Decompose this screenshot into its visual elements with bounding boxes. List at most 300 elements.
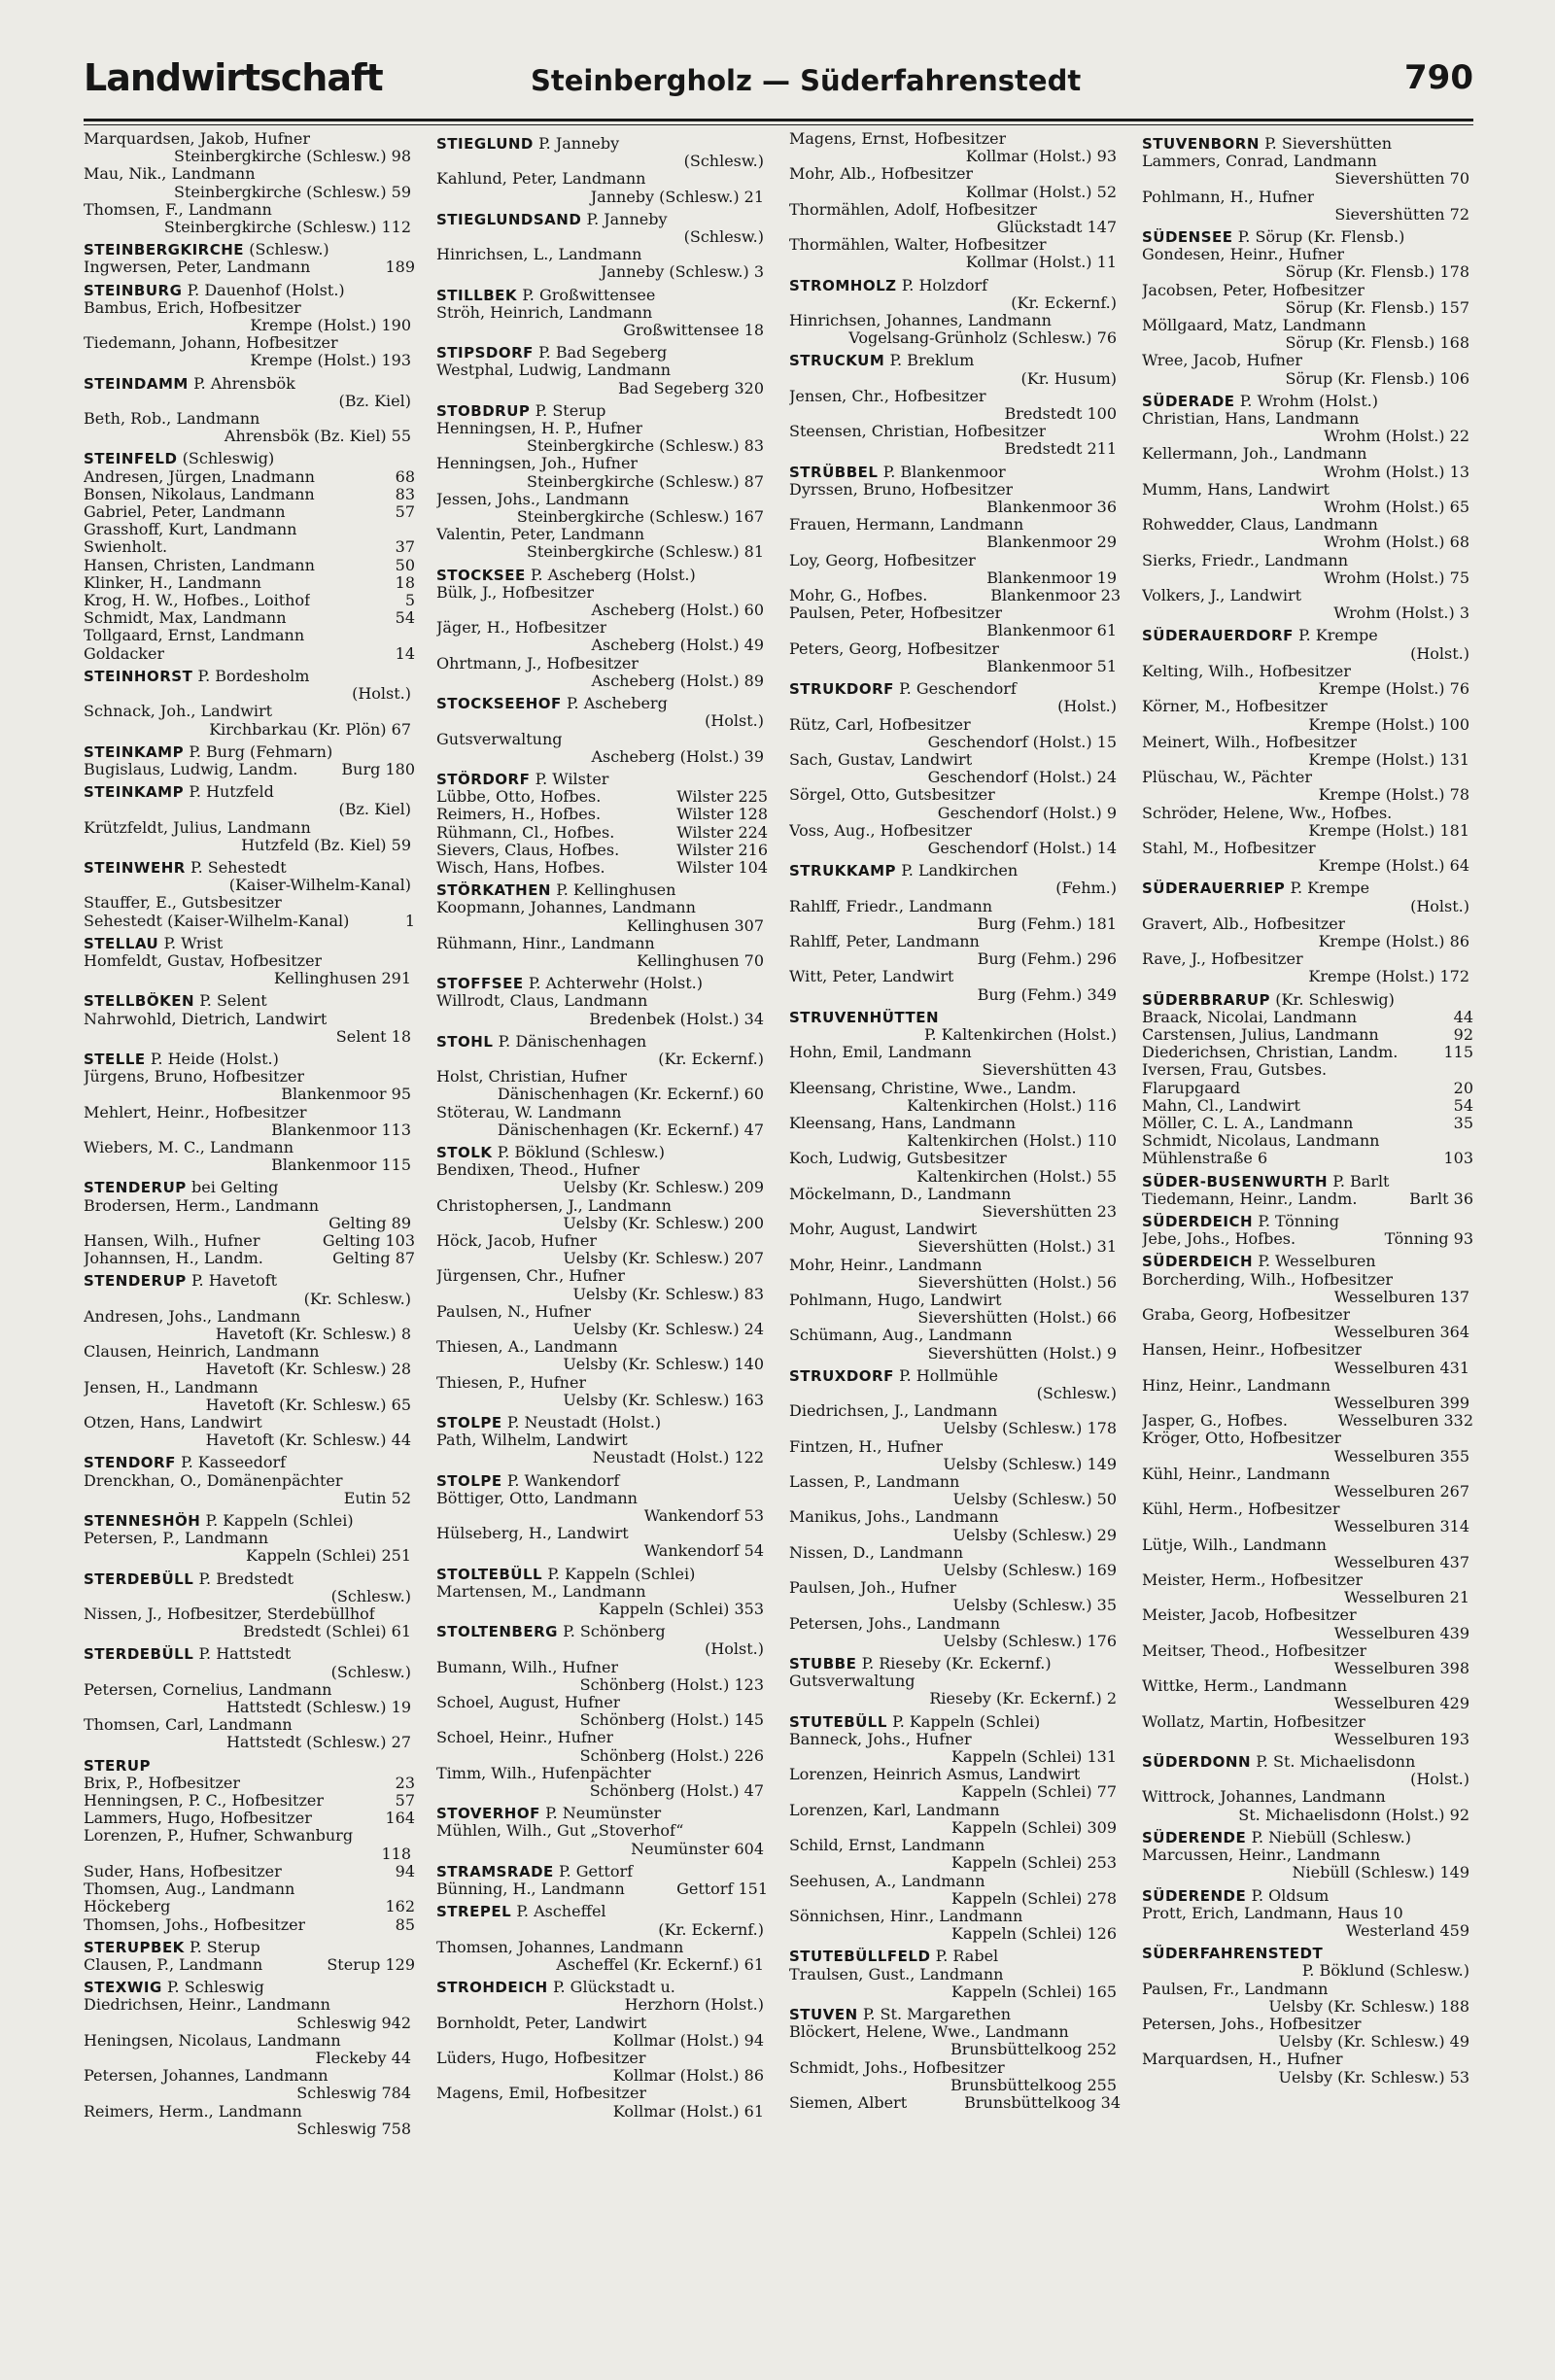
entry-name: Mohr, Heinr., Landmann <box>789 1256 983 1274</box>
entry-location: Schönberg (Holst.) 47 <box>589 1782 764 1801</box>
entry-name: Lorenzen, Karl, Landmann <box>789 1801 1000 1819</box>
entry-number: Brunsbüttelkoog 34 <box>964 2093 1121 2112</box>
directory-entry <box>436 655 768 673</box>
entry-location: Sievershütten 72 <box>1334 205 1469 224</box>
directory-entry <box>789 388 1121 405</box>
entry-location: Krempe (Holst.) 190 <box>250 317 411 335</box>
entry-location: Wesselburen 431 <box>1333 1359 1469 1377</box>
place-heading <box>436 402 768 420</box>
entry-name: Sönnichsen, Hinr., Landmann <box>789 1907 1023 1925</box>
directory-entry <box>436 1068 768 1086</box>
entry-location: Krempe (Holst.) 181 <box>1308 821 1469 840</box>
entry-location: Burg (Fehm.) 349 <box>977 985 1117 1004</box>
entry-name: Mehlert, Heinr., Hofbesitzer <box>84 1103 307 1121</box>
entry-name: Timm, Wilh., Hufenpächter <box>436 1764 651 1782</box>
directory-entry <box>84 1681 415 1699</box>
directory-entry <box>436 1729 768 1746</box>
directory-entry <box>84 259 415 276</box>
place-name: STEXWIG <box>84 1979 162 1997</box>
entry-location: Kaltenkirchen (Holst.) 116 <box>907 1096 1117 1115</box>
place-heading <box>84 1570 415 1588</box>
entry-location: Steinbergkirche (Schlesw.) 167 <box>516 508 764 527</box>
directory-entry <box>436 1822 768 1840</box>
directory-entry <box>84 521 415 538</box>
entry-name: Koch, Ludwig, Gutsbesitzer <box>789 1150 1007 1168</box>
entry-name: Petersen, Johs., Landmann <box>789 1614 1001 1633</box>
directory-entry <box>84 574 415 592</box>
directory-entry <box>436 1104 768 1121</box>
post-office: P. Wilster <box>535 770 609 788</box>
entry-number: Wilster 216 <box>676 841 768 859</box>
entry-name: Path, Wilhelm, Landwirt <box>436 1431 628 1450</box>
directory-entry <box>436 1765 768 1782</box>
entry-location: Wankendorf 54 <box>643 1542 764 1561</box>
entry-name: Stöterau, W. Landmann <box>436 1103 622 1121</box>
place-heading <box>84 1179 415 1196</box>
column-2 <box>436 130 768 2356</box>
entry-number: 14 <box>395 644 415 663</box>
entry-location: Wesselburen 267 <box>1333 1483 1469 1501</box>
entry-name: Volkers, J., Landwirt <box>1142 587 1302 605</box>
entry-location: Kappeln (Schlei) 253 <box>951 1854 1117 1873</box>
entry-name: Tiedemann, Johann, Hofbesitzer <box>84 334 338 353</box>
entry-number: 68 <box>395 467 415 486</box>
directory-entry <box>84 1414 415 1431</box>
entry-number: 115 <box>1443 1044 1473 1062</box>
directory-entry <box>436 584 768 602</box>
place-name: STENDERUP <box>84 1179 187 1197</box>
post-office: P. Barlt <box>1332 1172 1390 1190</box>
place-heading <box>84 783 415 801</box>
entry-name: Ingwersen, Peter, Landmann <box>84 259 311 277</box>
place-name: STOLTEBÜLL <box>436 1565 543 1583</box>
directory-entry <box>436 1583 768 1601</box>
place-name: STEINHORST <box>84 667 193 685</box>
entry-name: Graba, Georg, Hofbesitzer <box>1142 1306 1351 1324</box>
post-office: P. Tönning <box>1258 1212 1339 1230</box>
directory-entry <box>436 1267 768 1285</box>
entry-name: Nahrwohld, Dietrich, Landwirt <box>84 1010 328 1028</box>
post-office: P. Hutzfeld <box>189 783 274 802</box>
place-name: STIEGLUND <box>436 135 534 153</box>
place-heading <box>84 1272 415 1290</box>
entry-location: Hattstedt (Schlesw.) 27 <box>225 1734 411 1752</box>
entry-name: Meitser, Theod., Hofbesitzer <box>1142 1641 1367 1660</box>
directory-entry <box>84 2103 415 2121</box>
entry-number: Gettorf 151 <box>676 1880 768 1899</box>
post-office: P. Kellinghusen <box>556 881 676 900</box>
entry-location: (Kr. Eckernf.) <box>658 1050 764 1068</box>
directory-entry <box>84 334 415 352</box>
place-name: STUTEBÜLL <box>789 1712 887 1731</box>
directory-entry <box>436 1374 768 1392</box>
place-name: STERUPBEK <box>84 1938 185 1956</box>
place-heading <box>84 935 415 952</box>
entry-name: Rohwedder, Claus, Landmann <box>1142 516 1378 535</box>
place-heading <box>789 1655 1121 1673</box>
directory-entry <box>1142 1677 1473 1695</box>
place-name: STIPSDORF <box>436 344 534 362</box>
place-heading <box>1142 1945 1473 1962</box>
entry-location: Uelsby (Schlesw.) 178 <box>943 1420 1117 1438</box>
directory-entry <box>1142 840 1473 857</box>
place-name: STEINFELD <box>84 450 178 468</box>
entry-name: Christian, Hans, Landmann <box>1142 410 1360 429</box>
post-office: P. Wrohm (Holst.) <box>1239 392 1378 410</box>
post-office: P. Kappeln (Schlei) <box>892 1712 1041 1731</box>
entry-location: Uelsby (Kr. Schlesw.) 188 <box>1268 1997 1469 2016</box>
entry-location: Kappeln (Schlei) 126 <box>951 1925 1117 1944</box>
post-office: P. Heide (Holst.) <box>150 1050 279 1068</box>
entry-name: Bornholdt, Peter, Landwirt <box>436 2014 647 2032</box>
entry-name: Voss, Aug., Hofbesitzer <box>789 821 973 840</box>
post-office: P. Ahrensbök <box>193 374 295 393</box>
entry-name: Sierks, Friedr., Landmann <box>1142 551 1349 569</box>
place-heading <box>436 567 768 584</box>
entry-name: Seehusen, A., Landmann <box>789 1872 985 1890</box>
place-name: STIEGLUNDSAND <box>436 210 582 228</box>
directory-entry <box>84 1530 415 1547</box>
directory-entry <box>1142 1713 1473 1731</box>
entry-location: Bredstedt 100 <box>1004 405 1117 424</box>
place-name: STEINBURG <box>84 281 183 299</box>
entry-name: Diedrichsen, Heinr., Landmann <box>84 1996 330 2015</box>
entry-name: Tollgaard, Ernst, Landmann <box>84 627 305 645</box>
entry-location: Uelsby (Kr. Schlesw.) 209 <box>563 1179 764 1197</box>
entry-name: Hohn, Emil, Landmann <box>789 1044 972 1062</box>
entry-name: Sach, Gustav, Landwirt <box>789 750 973 769</box>
post-office: P. Rabel <box>935 1948 999 1966</box>
directory-entry <box>84 761 415 778</box>
place-name: STRUKDORF <box>789 680 894 699</box>
directory-entry <box>1142 1788 1473 1806</box>
entry-location: Großwittensee 18 <box>623 322 764 340</box>
entry-name: Homfeldt, Gustav, Hofbesitzer <box>84 951 323 970</box>
entry-location: Krempe (Holst.) 100 <box>1308 715 1469 734</box>
place-heading <box>436 695 768 712</box>
place-name: SÜDERENDE <box>1142 1828 1247 1846</box>
entry-name: Thomsen, Aug., Landmann <box>84 1880 295 1899</box>
entry-location: Krempe (Holst.) 78 <box>1318 786 1469 805</box>
entry-location: Glückstadt 147 <box>996 219 1117 237</box>
entry-location: Kollmar (Holst.) 86 <box>612 2067 764 2086</box>
post-office: P. Selent <box>199 992 267 1011</box>
entry-location: P. Böklund (Schlesw.) <box>1301 1962 1469 1981</box>
entry-name: Swienholt. <box>84 538 168 557</box>
directory-entry <box>1142 1080 1473 1097</box>
entry-name: Beth, Rob., Landmann <box>84 410 260 429</box>
entry-name: Bugislaus, Ludwig, Landm. <box>84 760 298 778</box>
entry-name: Gutsverwaltung <box>436 730 563 748</box>
entry-name: Diedrichsen, J., Landmann <box>789 1402 998 1421</box>
place-name: STRUVENHÜTTEN <box>789 1008 940 1026</box>
directory-entry <box>436 1939 768 1956</box>
place-name: STENDORF <box>84 1454 176 1472</box>
directory-entry <box>789 1837 1121 1854</box>
entry-name: Heningsen, Nicolaus, Landmann <box>84 2031 341 2050</box>
entry-location: Steinbergkirche (Schlesw.) 98 <box>174 148 411 166</box>
place-heading <box>789 2006 1121 2023</box>
post-office: P. Bredstedt <box>198 1569 294 1588</box>
place-heading <box>436 1805 768 1822</box>
entry-location: Sörup (Kr. Flensb.) 168 <box>1285 334 1469 353</box>
page-number: 790 <box>1404 58 1473 97</box>
place-heading <box>436 287 768 304</box>
entry-name: Reimers, Herm., Landmann <box>84 2102 302 2121</box>
entry-location: Vogelsang-Grünholz (Schlesw.) 76 <box>848 329 1117 348</box>
entry-name: Petersen, Johannes, Landmann <box>84 2067 328 2086</box>
entry-name: Koopmann, Johannes, Landmann <box>436 899 696 917</box>
entry-location: Wesselburen 364 <box>1333 1324 1469 1342</box>
directory-entry <box>84 2032 415 2050</box>
entry-name: Christophersen, J., Landmann <box>436 1196 672 1215</box>
entry-location: (Kr. Schlesw.) <box>303 1290 411 1308</box>
directory-entry <box>1142 352 1473 369</box>
entry-name: Thiesen, A., Landmann <box>436 1338 618 1357</box>
post-office: P. Ascheberg <box>567 695 668 713</box>
directory-entry <box>84 486 415 503</box>
entry-name: Wollatz, Martin, Hofbesitzer <box>1142 1712 1365 1731</box>
entry-number: Wilster 224 <box>676 823 768 842</box>
directory-entry <box>84 1792 415 1810</box>
directory-entry <box>436 842 768 859</box>
entry-name: Martensen, M., Landmann <box>436 1582 646 1601</box>
entry-number: 57 <box>395 1792 415 1811</box>
place-name: STÖRDORF <box>436 770 531 788</box>
entry-location: Neustadt (Holst.) 122 <box>592 1449 764 1467</box>
entry-name: Rahlff, Friedr., Landmann <box>789 897 993 915</box>
entry-location: (Holst.) <box>1057 698 1117 716</box>
post-office: P. Janneby <box>538 135 620 153</box>
entry-location: Steinbergkirche (Schlesw.) 87 <box>527 472 764 491</box>
entry-number: Wesselburen 332 <box>1337 1412 1473 1431</box>
directory-entry <box>1142 1412 1473 1430</box>
entry-location: Ascheberg (Holst.) 60 <box>591 602 764 620</box>
post-office: P. St. Michaelisdonn <box>1256 1753 1416 1772</box>
entry-location: Ascheffel (Kr. Eckernf.) 61 <box>556 1955 764 1974</box>
directory-entry <box>84 1250 415 1267</box>
place-name: SÜDERAUERRIEP <box>1142 880 1286 898</box>
entry-name: Willrodt, Claus, Landmann <box>436 992 648 1011</box>
place-heading <box>84 375 415 393</box>
entry-name: Borcherding, Wilh., Hofbesitzer <box>1142 1270 1393 1289</box>
directory-entry <box>436 824 768 842</box>
entry-name: Mühlenstraße 6 <box>1142 1150 1268 1168</box>
place-name: STOLPE <box>436 1471 502 1490</box>
entry-location: (Schlesw.) <box>683 153 764 171</box>
entry-location: Kellinghusen 291 <box>273 970 411 988</box>
directory-entry <box>789 1766 1121 1783</box>
entry-name: Rave, J., Hofbesitzer <box>1142 950 1303 969</box>
entry-name: Mumm, Hans, Landwirt <box>1142 480 1330 499</box>
directory-entry <box>789 716 1121 734</box>
place-name: STOLTENBERG <box>436 1623 558 1641</box>
entry-location: Kellinghusen 307 <box>626 916 764 935</box>
entry-name: Wree, Jacob, Hufner <box>1142 352 1303 370</box>
entry-name: Hinrichsen, L., Landmann <box>436 246 642 264</box>
entry-location: Wesselburen 437 <box>1333 1553 1469 1571</box>
directory-entry <box>789 933 1121 950</box>
place-name: STERUP <box>84 1756 152 1775</box>
place-name: STERDEBÜLL <box>84 1645 194 1664</box>
entry-name: Hinz, Heinr., Landmann <box>1142 1376 1330 1395</box>
directory-entry <box>84 557 415 574</box>
directory-entry <box>1142 663 1473 680</box>
entry-location: Kollmar (Holst.) 94 <box>612 2031 764 2050</box>
entry-name: Tiedemann, Heinr., Landm. <box>1142 1190 1358 1208</box>
entry-name: Schoel, Heinr., Hufner <box>436 1729 614 1747</box>
entry-location: (Bz. Kiel) <box>338 392 411 410</box>
entry-location: (Kr. Eckernf.) <box>658 1920 764 1939</box>
directory-entry <box>436 170 768 188</box>
directory-entry <box>84 299 415 317</box>
entry-name: Peters, Georg, Hofbesitzer <box>789 639 999 658</box>
entry-location: Wesselburen 137 <box>1333 1288 1469 1306</box>
entry-location: Schönberg (Holst.) 123 <box>579 1675 764 1694</box>
entry-name: Mau, Nik., Landmann <box>84 165 256 184</box>
entry-name: Wittke, Herm., Landmann <box>1142 1677 1348 1696</box>
place-name: STILLBEK <box>436 286 518 304</box>
entry-name: Witt, Peter, Landwirt <box>789 968 954 986</box>
page-range-title: Steinbergholz — Süderfahrenstedt <box>531 64 1082 97</box>
entry-location: Schönberg (Holst.) 226 <box>579 1746 764 1765</box>
place-heading <box>789 1367 1121 1385</box>
entry-name: Steensen, Christian, Hofbesitzer <box>789 423 1047 441</box>
directory-entry <box>84 894 415 912</box>
directory-entry <box>436 1525 768 1542</box>
entry-name: Krützfeldt, Julius, Landmann <box>84 818 311 837</box>
place-heading <box>1142 1753 1473 1771</box>
place-name: STOCKSEEHOF <box>436 695 562 713</box>
directory-entry <box>84 538 415 556</box>
place-heading <box>436 1863 768 1880</box>
place-name: SÜDERENDE <box>1142 1886 1247 1905</box>
place-heading <box>789 862 1121 880</box>
entry-name: Petersen, Johs., Hofbesitzer <box>1142 2015 1362 2033</box>
directory-entry <box>789 1579 1121 1597</box>
entry-location: Wesselburen 193 <box>1333 1730 1469 1748</box>
entry-location: (Holst.) <box>1410 897 1469 915</box>
entry-location: Kappeln (Schlei) 251 <box>246 1547 411 1566</box>
entry-location: Blankenmoor 113 <box>271 1121 411 1139</box>
entry-name: Jürgens, Bruno, Hofbesitzer <box>84 1068 305 1087</box>
directory-entry <box>436 806 768 823</box>
directory-entry <box>84 627 415 644</box>
directory-entry <box>1142 1536 1473 1554</box>
entry-location: Wankendorf 53 <box>643 1507 764 1526</box>
entry-location: (Holst.) <box>352 685 411 704</box>
entry-name: Lammers, Hugo, Hofbesitzer <box>84 1810 312 1828</box>
entry-name: Schmidt, Nicolaus, Landmann <box>1142 1132 1380 1151</box>
entry-location: Uelsby (Schlesw.) 35 <box>952 1597 1117 1615</box>
entry-location: (Kr. Husum) <box>1020 369 1117 388</box>
entry-location: Blankenmoor 95 <box>281 1086 411 1104</box>
entry-location: Krempe (Holst.) 86 <box>1318 932 1469 950</box>
entry-name: Gabriel, Peter, Landmann <box>84 503 286 522</box>
place-heading <box>1142 1173 1473 1190</box>
directory-entry <box>436 1431 768 1449</box>
directory-entry <box>436 362 768 379</box>
entry-location: Kirchbarkau (Kr. Plön) 67 <box>209 720 411 739</box>
entry-location: Uelsby (Kr. Schlesw.) 49 <box>1278 2033 1469 2052</box>
entry-location: (Kaiser-Wilhelm-Kanal) <box>228 877 411 895</box>
place-name: STEINDAMM <box>84 374 189 393</box>
entry-name: Stauffer, E., Gutsbesitzer <box>84 894 282 913</box>
place-heading <box>436 344 768 362</box>
directory-entry <box>789 1731 1121 1748</box>
entry-name: Fintzen, H., Hufner <box>789 1437 944 1456</box>
directory-entry <box>1142 1230 1473 1248</box>
entry-name: Hülseberg, H., Landwirt <box>436 1525 629 1543</box>
entry-name: Rühmann, Cl., Hofbes. <box>436 823 615 842</box>
directory-entry <box>789 1221 1121 1238</box>
entry-name: Grasshoff, Kurt, Landmann <box>84 521 297 539</box>
directory-entry <box>84 1379 415 1397</box>
entry-location: Steinbergkirche (Schlesw.) 81 <box>527 543 764 562</box>
entry-location: Geschendorf (Holst.) 24 <box>927 769 1117 787</box>
entry-location: Blankenmoor 36 <box>986 499 1117 517</box>
entry-location: Sievershütten (Holst.) 9 <box>927 1344 1117 1362</box>
directory-entry <box>1142 769 1473 786</box>
entry-name: Bambus, Erich, Hofbesitzer <box>84 298 301 317</box>
post-office: P. Ascheffel <box>516 1903 606 1921</box>
entry-location: Ascheberg (Holst.) 39 <box>591 747 764 766</box>
entry-name: Schümann, Aug., Landmann <box>789 1327 1013 1345</box>
entry-number: Wilster 225 <box>676 788 768 807</box>
entry-number: 164 <box>385 1810 415 1828</box>
directory-entry <box>84 1863 415 1880</box>
entry-name: Blöckert, Helene, Wwe., Landmann <box>789 2023 1069 2042</box>
entry-location: Uelsby (Schlesw.) 176 <box>943 1632 1117 1650</box>
entry-location: Schönberg (Holst.) 145 <box>579 1711 764 1730</box>
place-name: SÜDENSEE <box>1142 228 1233 247</box>
entry-name: Thormählen, Walter, Hofbesitzer <box>789 236 1047 255</box>
directory-entry <box>1142 1132 1473 1150</box>
entry-name: Dyrssen, Bruno, Hofbesitzer <box>789 480 1014 499</box>
column-4 <box>1142 130 1473 2356</box>
place-name: STUVENBORN <box>1142 135 1260 153</box>
directory-entry <box>1142 1905 1473 1922</box>
post-office: P. Krempe <box>1290 880 1370 898</box>
entry-name: Meinert, Wilh., Hofbesitzer <box>1142 733 1358 751</box>
entry-number: 35 <box>1453 1114 1473 1132</box>
post-office: P. Landkirchen <box>901 862 1019 880</box>
entry-name: Jensen, Chr., Hofbesitzer <box>789 387 986 405</box>
entry-number: 85 <box>395 1915 415 1934</box>
entry-name: Schmidt, Johs., Hofbesitzer <box>789 2058 1005 2077</box>
post-office: P. Dauenhof (Holst.) <box>187 281 345 299</box>
entry-name: Ohrtmann, J., Hofbesitzer <box>436 654 639 673</box>
place-heading <box>436 1566 768 1583</box>
entry-location: Krempe (Holst.) 131 <box>1308 750 1469 769</box>
directory-entry <box>789 552 1121 569</box>
entry-location: Schleswig 942 <box>296 2014 411 2032</box>
post-office: P. Wesselburen <box>1258 1253 1376 1271</box>
entry-name: Kröger, Otto, Hofbesitzer <box>1142 1430 1342 1448</box>
entry-location: Krempe (Holst.) 76 <box>1318 680 1469 699</box>
entry-number: Sterup 129 <box>327 1955 415 1974</box>
directory-entry <box>789 423 1121 440</box>
entry-name: Bendixen, Theod., Hufner <box>436 1161 640 1180</box>
entry-name: Reimers, H., Hofbes. <box>436 806 602 824</box>
entry-location: Hattstedt (Schlesw.) 19 <box>225 1699 411 1717</box>
place-heading <box>1142 135 1473 153</box>
entry-name: Goldacker <box>84 644 165 663</box>
entry-location: Uelsby (Schlesw.) 169 <box>943 1562 1117 1580</box>
directory-entry <box>789 1327 1121 1344</box>
entry-location: Fleckeby 44 <box>315 2049 411 2067</box>
entry-location: (Fehm.) <box>1055 880 1117 898</box>
